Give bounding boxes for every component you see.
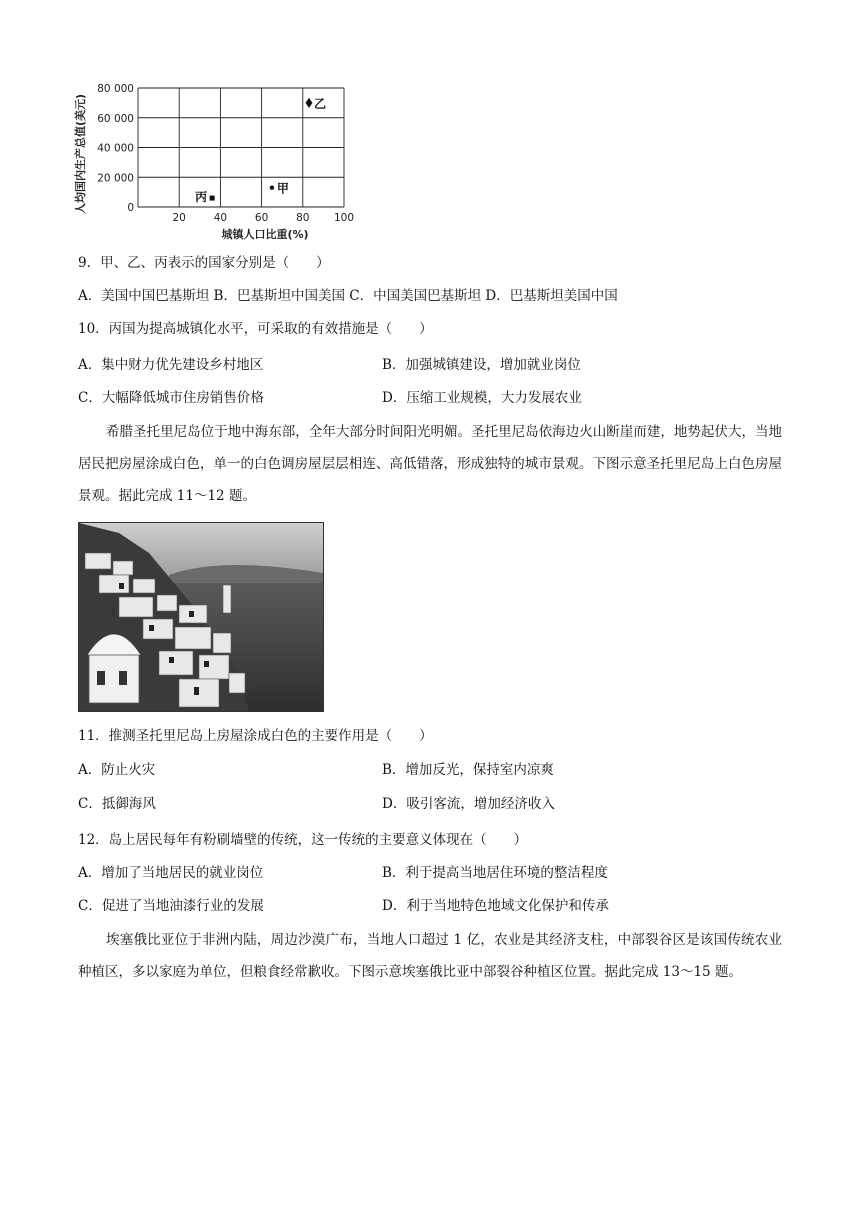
y-axis-label: 人均国内生产总值(美元) xyxy=(74,93,87,215)
santorini-photo xyxy=(78,522,324,712)
point-bing-label: 丙 xyxy=(195,190,208,205)
scatter-chart xyxy=(72,72,372,247)
q9-options: A．美国中国巴基斯坦 B．巴基斯坦中国美国 C．中国美国巴基斯坦 D．巴基斯坦美国中国 xyxy=(78,288,618,304)
x-tick-label: 100 xyxy=(333,212,355,224)
x-tick-label: 40 xyxy=(213,212,228,224)
point-jia-label: 甲 xyxy=(276,181,289,196)
q10-option-a: A．集中财力优先建设乡村地区 xyxy=(78,357,264,373)
y-tick-label: 40 000 xyxy=(97,142,134,155)
x-tick-label: 20 xyxy=(172,212,186,224)
q10-option-c: C．大幅降低城市住房销售价格 xyxy=(78,390,264,406)
y-tick-label: 60 000 xyxy=(97,112,134,125)
q12-option-b: B．利于提高当地居住环境的整洁程度 xyxy=(382,865,608,881)
q12-option-d: D．利于当地特色地域文化保护和传承 xyxy=(382,898,609,914)
q11-option-a: A．防止火灾 xyxy=(78,762,156,778)
y-tick-label: 80 000 xyxy=(97,83,134,95)
point-bing-marker xyxy=(210,196,215,201)
passage-ethiopia: 埃塞俄比亚位于非洲内陆，周边沙漠广布，当地人口超过 1 亿，农业是其经济支柱，中部裂谷区是该国传统农业种植区，多以家庭为单位，但粮食经常歉收。下图示意埃塞俄比亚中部裂谷种植区位置。据此完成 13～15 题。 xyxy=(78,932,782,980)
x-axis-label: 城镇人口比重(%) xyxy=(221,228,309,241)
q12-option-a: A．增加了当地居民的就业岗位 xyxy=(78,865,264,881)
q10-option-d: D．压缩工业规模，大力发展农业 xyxy=(382,390,582,406)
passage-santorini: 希腊圣托里尼岛位于地中海东部，全年大部分时间阳光明媚。圣托里尼岛依海边火山断崖而建，地势起伏大，当地居民把房屋涂成白色，单一的白色调房屋层层相连、高低错落，形成独特的城市景观。下图示意圣托里尼岛上白色房屋景观。据此完成 11～12 题。 xyxy=(78,424,782,504)
y-tick-label: 20 000 xyxy=(97,172,134,185)
x-tick-label: 60 xyxy=(254,212,269,224)
x-tick-label: 80 xyxy=(296,212,310,224)
q11-option-c: C．抵御海风 xyxy=(78,796,156,812)
q10-stem: 10．丙国为提高城镇化水平，可采取的有效措施是（ ） xyxy=(78,321,433,337)
q11-option-b: B．增加反光，保持室内凉爽 xyxy=(382,762,554,778)
q10-option-b: B．加强城镇建设，增加就业岗位 xyxy=(382,357,581,373)
point-yi-label: 乙 xyxy=(313,96,326,111)
q12-stem: 12．岛上居民每年有粉刷墙壁的传统，这一传统的主要意义体现在（ ） xyxy=(78,832,528,848)
q11-option-d: D．吸引客流，增加经济收入 xyxy=(382,796,555,812)
q9-stem: 9．甲、乙、丙表示的国家分别是（ ） xyxy=(78,255,330,271)
y-tick-label: 0 xyxy=(127,202,134,214)
q12-option-c: C．促进了当地油漆行业的发展 xyxy=(78,898,264,914)
q11-stem: 11．推测圣托里尼岛上房屋涂成白色的主要作用是（ ） xyxy=(78,728,433,744)
point-yi-marker xyxy=(305,98,312,108)
point-jia-marker xyxy=(270,185,274,189)
